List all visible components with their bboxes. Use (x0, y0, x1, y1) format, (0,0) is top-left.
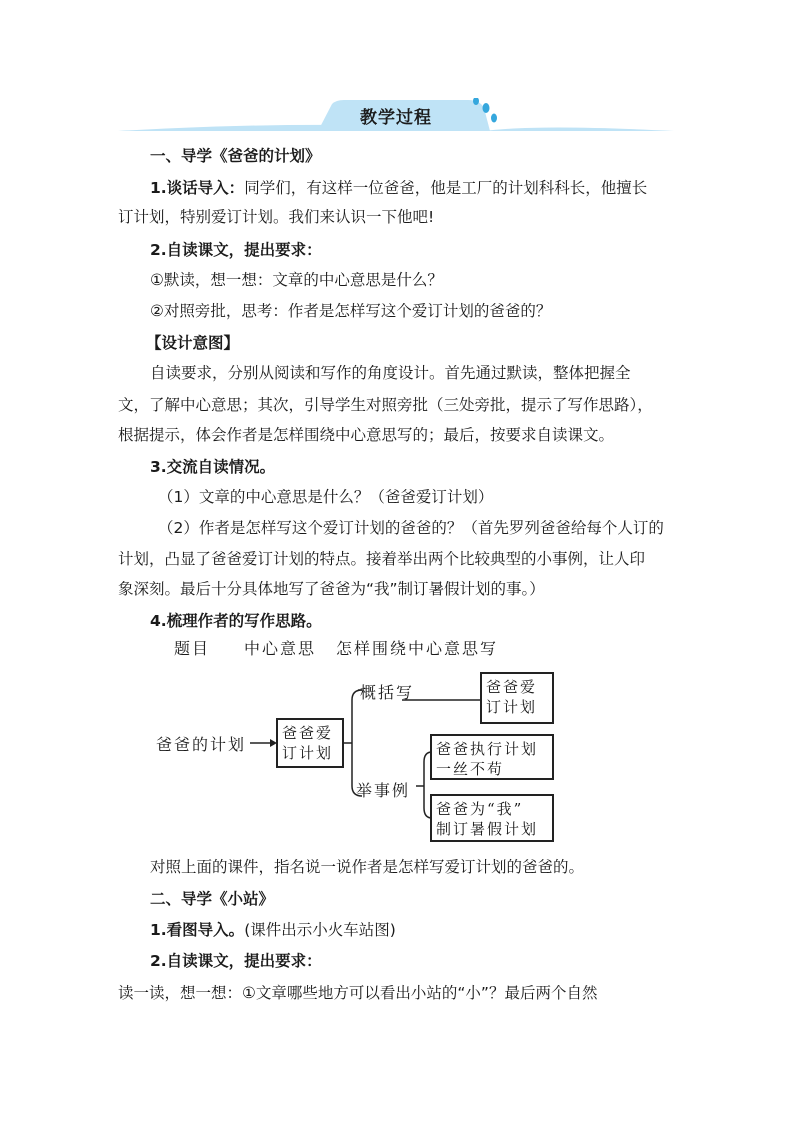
box-line: 一丝不苟 (436, 760, 505, 778)
paragraph-line: 对照上面的课件，指名说一说作者是怎样写爱订计划的爸爸的。 (150, 858, 585, 876)
paragraph-line: 文，了解中心意思；其次，引导学生对照旁批（三处旁批，提示了写作思路）， (118, 396, 653, 414)
writing-structure-diagram (140, 636, 580, 846)
section-banner (118, 98, 674, 134)
paragraph-line (150, 178, 690, 198)
item-heading: 3.交流自读情况。 (150, 458, 276, 476)
paragraph-line: 根据提示，体会作者是怎样围绕中心意思写的；最后，按要求自读课文。 (118, 426, 615, 444)
design-intent-heading: 【设计意图】 (146, 334, 240, 352)
paragraph-line: （1）文章的中心意思是什么？（爸爸爱订计划） (158, 488, 494, 506)
item-body: 同学们，有这样一位爸爸，他是工厂的计划科科长，他擅长 (244, 179, 648, 197)
item-lead: 1.谈话导入： (150, 179, 245, 197)
paragraph-line: （2）作者是怎样写这个爱订计划的爸爸的？（首先罗列爸爸给每个人订的 (158, 519, 664, 537)
header-topic: 题目 (174, 639, 211, 658)
item-heading: 2.自读课文，提出要求： (150, 241, 322, 259)
item-lead: 1.看图导入。 (150, 921, 245, 939)
paragraph-line (150, 920, 690, 940)
branch-examples: 举事例 (356, 781, 411, 800)
box-line: 订计划 (486, 698, 538, 716)
diagram-topic: 爸爸的计划 (156, 735, 247, 754)
paragraph-line: 订计划，特别爱订计划。我们来认识一下他吧! (118, 208, 435, 226)
central-idea-box (276, 718, 344, 768)
banner-title: 教学过程 (360, 108, 432, 128)
paragraph-line: ②对照旁批，思考：作者是怎样写这个爱订计划的爸爸的？ (150, 302, 552, 320)
example-box-2 (430, 794, 554, 842)
paragraph-line: 计划，凸显了爸爸爱订计划的特点。接着举出两个比较典型的小事例，让人印 (118, 550, 646, 568)
paragraph-line: 自读要求，分别从阅读和写作的角度设计。首先通过默读，整体把握全 (150, 364, 631, 382)
header-how-to-write: 怎样围绕中心意思写 (336, 639, 499, 658)
example-box-1 (430, 734, 554, 780)
box-line: 制订暑假计划 (436, 820, 539, 838)
paragraph-line: ①默读，想一想：文章的中心意思是什么？ (150, 271, 443, 289)
box-line: 爸爸执行计划 (436, 740, 539, 758)
item-body: (课件出示小火车站图) (244, 921, 396, 939)
box-line: 订计划 (282, 744, 334, 762)
branch-summary: 概括写 (360, 683, 415, 702)
header-central-idea: 中心意思 (244, 639, 317, 658)
summary-box (480, 672, 554, 724)
box-line: 爸爸为“我” (436, 800, 524, 818)
item-heading: 4.梳理作者的写作思路。 (150, 612, 322, 630)
paragraph-line: 读一读，想一想：①文章哪些地方可以看出小站的“小”？最后两个自然 (118, 984, 598, 1002)
box-line: 爸爸爱 (282, 724, 334, 742)
section-heading-1: 一、导学《爸爸的计划》 (150, 147, 321, 165)
item-heading: 2.自读课文，提出要求： (150, 952, 322, 970)
box-line: 爸爸爱 (486, 678, 538, 696)
paragraph-line: 象深刻。最后十分具体地写了爸爸为“我”制订暑假计划的事。） (118, 580, 545, 598)
section-heading-2: 二、导学《小站》 (150, 890, 275, 908)
